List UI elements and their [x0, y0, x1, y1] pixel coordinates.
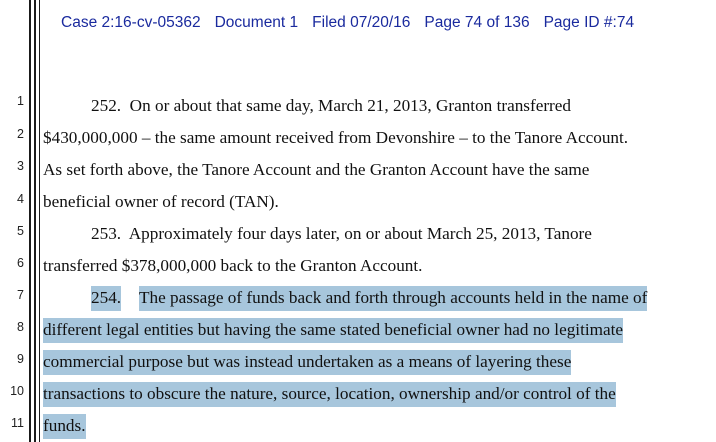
highlighted-text[interactable]: transactions to obscure the nature, source, location, ownership and/or control of the — [43, 382, 616, 407]
highlighted-text[interactable]: different legal entities but having the same stated beneficial owner had no legitimate — [43, 318, 623, 343]
line-number: 9 — [17, 352, 24, 366]
highlighted-text-line — [139, 287, 647, 309]
document-number: Document 1 — [214, 14, 299, 31]
highlighted-text-line — [43, 351, 571, 373]
text-line: As set forth above, the Tanore Account and the Granton Account have the same — [43, 160, 590, 179]
highlighted-paragraph-number — [91, 287, 121, 309]
margin-rule-text — [39, 0, 40, 442]
line-number: 11 — [11, 416, 24, 430]
line-number: 6 — [17, 256, 24, 270]
line-number: 4 — [17, 192, 24, 206]
line-number: 10 — [10, 384, 24, 398]
text-line: 252. On or about that same day, March 21, 2013, Granton transferred — [91, 96, 571, 115]
line-number: 5 — [17, 224, 24, 238]
case-header — [61, 14, 648, 32]
line-number: 1 — [17, 94, 24, 108]
highlighted-text[interactable]: commercial purpose but was instead undertaken as a means of layering these — [43, 350, 571, 375]
filed-date: Filed 07/20/16 — [312, 14, 411, 31]
line-number: 3 — [17, 159, 24, 173]
page-count: Page 74 of 136 — [424, 14, 530, 31]
margin-rule-left — [29, 0, 31, 442]
line-number: 8 — [17, 320, 24, 334]
highlighted-text[interactable]: 254. — [91, 286, 121, 311]
text-line: beneficial owner of record (TAN). — [43, 192, 279, 211]
highlighted-text-line — [43, 415, 86, 437]
page-id: Page ID #:74 — [543, 14, 635, 31]
text-line: transferred $378,000,000 back to the Granton Account. — [43, 256, 423, 275]
highlighted-text[interactable]: The passage of funds back and forth through accounts held in the name of — [139, 286, 647, 311]
margin-rule-left-inner — [34, 0, 36, 442]
line-number: 2 — [17, 127, 24, 141]
highlighted-text-line — [43, 319, 623, 341]
line-number: 7 — [17, 288, 24, 302]
highlighted-text[interactable]: funds. — [43, 414, 86, 439]
text-line: 253. Approximately four days later, on or about March 25, 2013, Tanore — [91, 224, 592, 243]
highlighted-text-line — [43, 383, 616, 405]
case-number: Case 2:16-cv-05362 — [61, 14, 201, 31]
text-line: $430,000,000 – the same amount received from Devonshire – to the Tanore Account. — [43, 128, 629, 147]
